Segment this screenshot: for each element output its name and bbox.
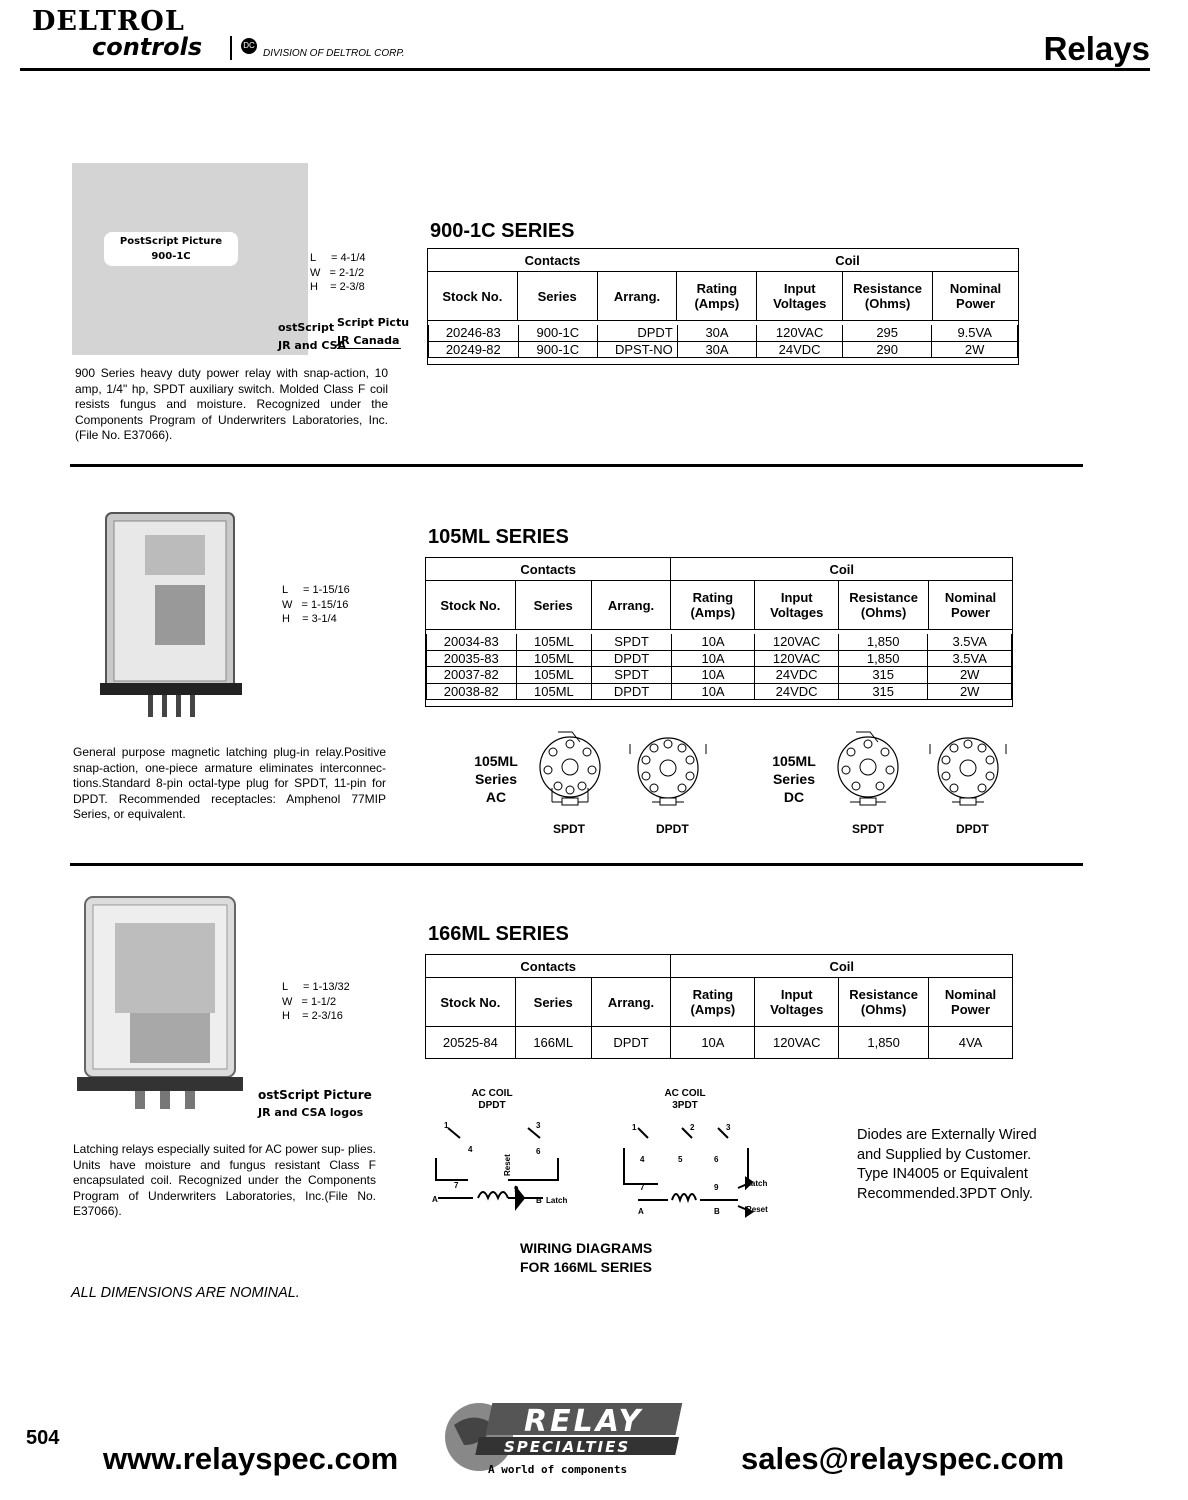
relay-166ml-photo — [75, 893, 245, 1113]
svg-text:1: 1 — [632, 1123, 637, 1132]
svg-text:Latch: Latch — [746, 1179, 768, 1188]
col-header-res: Resistance (Ohms) — [839, 581, 929, 630]
spec-table-166 — [425, 954, 1013, 1059]
col-header-arrang: Arrang. — [591, 581, 671, 630]
svg-text:3: 3 — [726, 1123, 731, 1132]
website-link[interactable]: www.relayspec.com — [103, 1441, 399, 1476]
table-group-contacts: Contacts — [428, 249, 677, 272]
diagram-label-dc: 105ML Series DC — [772, 753, 816, 805]
table-row: 20246-83 900-1C DPDT 30A 120VAC 295 9.5VA — [429, 325, 1018, 341]
wiring-diagram-3pdt — [618, 1118, 778, 1218]
brand-separator — [230, 36, 232, 60]
col-header-power: Nominal Power — [929, 581, 1013, 630]
col-header-stock: Stock No. — [426, 978, 516, 1027]
caption-ac-dpdt: DPDT — [656, 822, 689, 836]
description-166: Latching relays especially suited for AC power sup- plies. Units have moisture and fungus resistant Class F encapsulated coil. Recognized under the Components Program of Underwriters Laboratories, Inc.(File No. E37066). — [73, 1142, 376, 1218]
svg-text:7: 7 — [640, 1183, 645, 1192]
col-header-input: Input Voltages — [755, 978, 839, 1027]
dimensions-105: L = 1-15/16 W = 1-15/16 H = 3-1/4 — [282, 584, 350, 625]
svg-text:7: 7 — [454, 1181, 459, 1190]
postscript-label-line2: 900-1C — [151, 251, 191, 262]
postscript-fragment: ostScript — [278, 321, 335, 334]
col-header-arrang: Arrang. — [591, 978, 671, 1027]
dimensions-166: L = 1-13/32 W = 1-1/2 H = 2-3/16 — [282, 981, 350, 1022]
pin-diagram-dc-spdt — [830, 722, 910, 817]
table-group-contacts: Contacts — [426, 955, 671, 978]
section-divider — [70, 863, 1083, 866]
pin-diagram-ac-spdt — [532, 722, 612, 817]
description-105: General purpose magnetic latching plug-in relay.Positive snap-action, one-piece armature eliminates interconnec- tions.Standard 8-pin octal-type plug for SPDT, 11-pin for DPDT. Recommended receptacles: Amphenol 77MIP Series, or equivalent. — [73, 745, 386, 821]
table-row: 20037-82 105ML SPDT 10A 24VDC 315 2W — [427, 667, 1012, 684]
brand-subname: controls — [92, 33, 203, 61]
col-header-input: Input Voltages — [757, 272, 843, 321]
col-header-series: Series — [515, 978, 591, 1027]
table-group-coil: Coil — [677, 249, 1019, 272]
postscript-label-line1: PostScript Picture — [119, 236, 223, 247]
relay-specialties-logo — [444, 1395, 694, 1480]
col-header-power: Nominal Power — [933, 272, 1019, 321]
svg-text:A: A — [432, 1195, 438, 1204]
svg-text:A: A — [638, 1207, 644, 1216]
svg-text:SPECIALTIES: SPECIALTIES — [504, 1438, 631, 1456]
section-divider — [70, 464, 1083, 467]
header-rule — [20, 68, 1150, 71]
svg-text:2: 2 — [690, 1123, 695, 1132]
table-row: 20038-82 105ML DPDT 10A 24VDC 315 2W — [427, 683, 1012, 700]
diode-note: Diodes are Externally Wired and Supplied by Customer. Type IN4005 or Equivalent Recommended.3PDT Only. — [857, 1127, 1037, 1202]
brand-badge-icon: DC — [241, 38, 257, 54]
table-group-coil: Coil — [671, 955, 1013, 978]
wiring-diagram-dpdt — [428, 1118, 578, 1218]
relay-105ml-photo — [100, 505, 242, 720]
pin-diagram-ac-dpdt — [622, 726, 717, 816]
svg-text:4: 4 — [468, 1145, 473, 1154]
dimensions-900: L = 4-1/4 W = 2-1/2 H = 2-3/8 — [310, 252, 366, 293]
dimensions-note: ALL DIMENSIONS ARE NOMINAL. — [71, 1285, 300, 1301]
svg-text:B: B — [714, 1207, 720, 1216]
svg-text:6: 6 — [714, 1155, 719, 1164]
wiring-label-3pdt: AC COIL 3PDT — [664, 1088, 706, 1111]
postscript-fragment: JR and CSA logos — [258, 1106, 364, 1119]
col-header-series: Series — [517, 272, 597, 321]
svg-text:Reset: Reset — [746, 1205, 768, 1214]
wiring-caption: WIRING DIAGRAMS FOR 166ML SERIES — [520, 1240, 653, 1275]
caption-dc-dpdt: DPDT — [956, 822, 989, 836]
table-group-coil: Coil — [671, 558, 1013, 581]
svg-text:6: 6 — [536, 1147, 541, 1156]
svg-text:Latch: Latch — [546, 1196, 568, 1205]
col-header-series: Series — [515, 581, 591, 630]
email-link[interactable]: sales@relayspec.com — [741, 1441, 1065, 1476]
svg-text:5: 5 — [678, 1155, 683, 1164]
section-title-900: 900-1C SERIES — [430, 220, 575, 242]
svg-text:A world of components: A world of components — [488, 1463, 628, 1476]
postscript-fragment: JR Canada — [337, 334, 400, 347]
wiring-label-dpdt: AC COIL DPDT — [471, 1088, 513, 1111]
diagram-label-ac: 105ML Series AC — [474, 753, 518, 805]
section-title-105: 105ML SERIES — [428, 526, 569, 548]
svg-text:B: B — [536, 1196, 542, 1205]
table-row: 20525-84 166ML DPDT 10A 120VAC 1,850 4VA — [426, 1027, 1013, 1059]
caption-dc-spdt: SPDT — [852, 822, 885, 836]
page-title: Relays — [1043, 30, 1150, 67]
section-title-166: 166ML SERIES — [428, 923, 569, 945]
postscript-label — [104, 232, 238, 266]
svg-text:3: 3 — [536, 1121, 541, 1130]
table-row: 20035-83 105ML DPDT 10A 120VAC 1,850 3.5VA — [427, 650, 1012, 667]
division-text: DIVISION OF DELTROL CORP. — [263, 48, 405, 59]
svg-text:Reset: Reset — [503, 1154, 512, 1176]
caption-ac-spdt: SPDT — [553, 822, 586, 836]
postscript-fragment: Script Pictu — [337, 316, 410, 329]
svg-text:9: 9 — [714, 1183, 719, 1192]
table-row: 20249-82 900-1C DPST-NO 30A 24VDC 290 2W — [429, 341, 1018, 358]
spec-table-105 — [425, 557, 1013, 707]
description-900: 900 Series heavy duty power relay with snap-action, 10 amp, 1/4" hp, SPDT auxiliary switch. Molded Class F coil resists fungus and moisture. Recognized under the Components Program of Underwriters Laboratories, Inc. (File No. E37066). — [75, 366, 388, 442]
col-header-res: Resistance (Ohms) — [843, 272, 933, 321]
page-number: 504 — [26, 1427, 60, 1449]
svg-text:RELAY: RELAY — [524, 1404, 644, 1439]
postscript-fragment: ostScript Picture — [258, 1088, 372, 1102]
svg-text:4: 4 — [640, 1155, 645, 1164]
table-group-contacts: Contacts — [426, 558, 671, 581]
brand-name: DELTROL — [32, 6, 185, 37]
col-header-rating: Rating (Amps) — [671, 978, 755, 1027]
pin-diagram-dc-dpdt — [922, 726, 1017, 816]
svg-text:1: 1 — [444, 1121, 449, 1130]
table-row: 20034-83 105ML SPDT 10A 120VAC 1,850 3.5VA — [427, 634, 1012, 650]
col-header-res: Resistance (Ohms) — [839, 978, 929, 1027]
svg-text:9: 9 — [514, 1185, 519, 1194]
spec-table-900 — [427, 248, 1019, 365]
col-header-stock: Stock No. — [428, 272, 518, 321]
col-header-rating: Rating (Amps) — [677, 272, 757, 321]
col-header-rating: Rating (Amps) — [671, 581, 755, 630]
col-header-arrang: Arrang. — [597, 272, 677, 321]
col-header-input: Input Voltages — [755, 581, 839, 630]
col-header-power: Nominal Power — [929, 978, 1013, 1027]
col-header-stock: Stock No. — [426, 581, 516, 630]
postscript-fragment: JR and CSA — [278, 339, 347, 352]
